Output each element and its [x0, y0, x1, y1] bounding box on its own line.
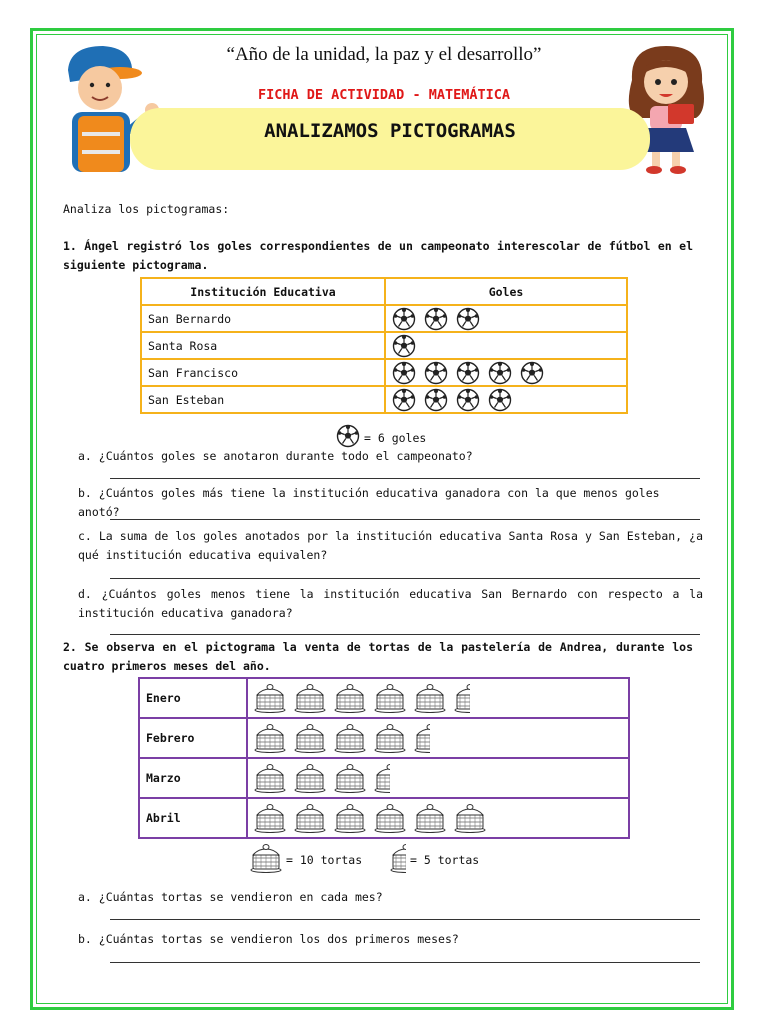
- table-row: [141, 386, 627, 413]
- half-cake-icon: [374, 763, 390, 793]
- question-2: 2. Se observa en el pictograma la venta de tortas de la pastelería de Andrea, durante los cuatro primeros meses del año.: [63, 640, 693, 673]
- goals-pictogram-table: [140, 277, 628, 414]
- table-row: [139, 758, 629, 798]
- institution-name: San Esteban: [141, 386, 385, 413]
- ball-icons: [392, 307, 620, 331]
- soccer-ball-icon: [456, 307, 480, 331]
- institution-name: San Bernardo: [141, 305, 385, 332]
- table-row: [141, 359, 627, 386]
- question-1c: c. La suma de los goles anotados por la institución educativa Santa Rosa y San Esteban, ¿a qué institución educativa equivalen?: [78, 529, 703, 562]
- cake-icon: [294, 763, 326, 793]
- half-cake-icon: [390, 843, 406, 876]
- answer-line: [110, 578, 700, 579]
- cake-icon: [294, 683, 326, 713]
- header-institution: Institución Educativa: [141, 278, 385, 305]
- cake-icon: [374, 723, 406, 753]
- soccer-ball-icon: [424, 307, 448, 331]
- cake-icon: [334, 683, 366, 713]
- cake-legend-full-text: = 10 tortas: [286, 852, 363, 867]
- cake-icon: [254, 683, 286, 713]
- cake-icon: [374, 803, 406, 833]
- cake-icon: [294, 723, 326, 753]
- ball-icons: [392, 334, 620, 358]
- cake-icon: [254, 723, 286, 753]
- institution-name: San Francisco: [141, 359, 385, 386]
- soccer-ball-icon: [456, 361, 480, 385]
- intro-text: Analiza los pictogramas:: [63, 202, 230, 216]
- answer-line: [110, 519, 700, 520]
- cakes-cell: [247, 718, 629, 758]
- cake-icon: [334, 763, 366, 793]
- cake-icon: [414, 683, 446, 713]
- answer-line: [110, 634, 700, 635]
- soccer-ball-icon: [424, 388, 448, 412]
- cake-icon: [294, 803, 326, 833]
- month-label: Enero: [139, 678, 247, 718]
- ball-icons: [392, 388, 620, 412]
- month-label: Abril: [139, 798, 247, 838]
- soccer-ball-icon: [488, 388, 512, 412]
- cake-legend-half: [390, 843, 479, 876]
- header-goals: Goles: [385, 278, 627, 305]
- question-1b: b. ¿Cuántos goles más tiene la institución educativa ganadora con la que menos goles anotó?: [78, 486, 660, 519]
- cake-icons: [254, 803, 622, 833]
- table-row: [141, 332, 627, 359]
- soccer-ball-icon: [488, 361, 512, 385]
- cake-icon: [334, 723, 366, 753]
- answer-line: [110, 962, 700, 963]
- institution-name: Santa Rosa: [141, 332, 385, 359]
- table-header-row: [141, 278, 627, 305]
- cake-icons: [254, 723, 622, 753]
- soccer-ball-icon: [392, 388, 416, 412]
- cakes-cell: [247, 678, 629, 718]
- goals-cell: [385, 332, 627, 359]
- cake-icon: [454, 803, 486, 833]
- soccer-ball-icon: [336, 424, 360, 448]
- motto: “Año de la unidad, la paz y el desarrollo”: [226, 44, 542, 65]
- table-row: [139, 718, 629, 758]
- soccer-ball-icon: [392, 307, 416, 331]
- question-1d: d. ¿Cuántos goles menos tiene la institución educativa San Bernardo con respecto a la institución educativa ganadora?: [78, 587, 703, 620]
- cake-icon: [250, 843, 282, 876]
- soccer-ball-icon: [392, 334, 416, 358]
- cake-icon: [414, 803, 446, 833]
- goals-cell: [385, 305, 627, 332]
- cake-icon: [254, 803, 286, 833]
- soccer-ball-icon: [456, 388, 480, 412]
- cake-legend-full: [250, 843, 362, 876]
- goals-cell: [385, 359, 627, 386]
- ball-icons: [392, 361, 620, 385]
- soccer-ball-icon: [424, 361, 448, 385]
- month-label: Febrero: [139, 718, 247, 758]
- answer-line: [110, 919, 700, 920]
- cakes-pictogram-table: [138, 677, 630, 839]
- cake-icon: [250, 843, 282, 873]
- cake-legend-half-text: = 5 tortas: [410, 852, 480, 867]
- cake-icon: [374, 683, 406, 713]
- soccer-ball-icon: [520, 361, 544, 385]
- cake-icon: [254, 763, 286, 793]
- cakes-cell: [247, 798, 629, 838]
- half-cake-icon: [454, 683, 470, 713]
- activity-subtitle: FICHA DE ACTIVIDAD - MATEMÁTICA: [258, 87, 510, 103]
- goals-cell: [385, 386, 627, 413]
- question-2b: b. ¿Cuántas tortas se vendieron los dos primeros meses?: [78, 932, 459, 946]
- soccer-ball-icon: [392, 361, 416, 385]
- goals-legend-text: = 6 goles: [364, 430, 427, 445]
- cake-icons: [254, 763, 622, 793]
- table-row: [139, 678, 629, 718]
- question-2a: a. ¿Cuántas tortas se vendieron en cada mes?: [78, 890, 383, 904]
- cakes-cell: [247, 758, 629, 798]
- month-label: Marzo: [139, 758, 247, 798]
- half-cake-icon: [414, 723, 430, 753]
- half-cake-icon: [390, 843, 406, 873]
- question-1a: a. ¿Cuántos goles se anotaron durante todo el campeonato?: [78, 449, 473, 463]
- answer-line: [110, 478, 700, 479]
- page-title: ANALIZAMOS PICTOGRAMAS: [264, 120, 516, 142]
- cake-icon: [334, 803, 366, 833]
- cake-icons: [254, 683, 622, 713]
- table-row: [139, 798, 629, 838]
- table-row: [141, 305, 627, 332]
- question-1: 1. Ángel registró los goles correspondientes de un campeonato interescolar de fútbol en el siguiente pictograma.: [63, 239, 693, 272]
